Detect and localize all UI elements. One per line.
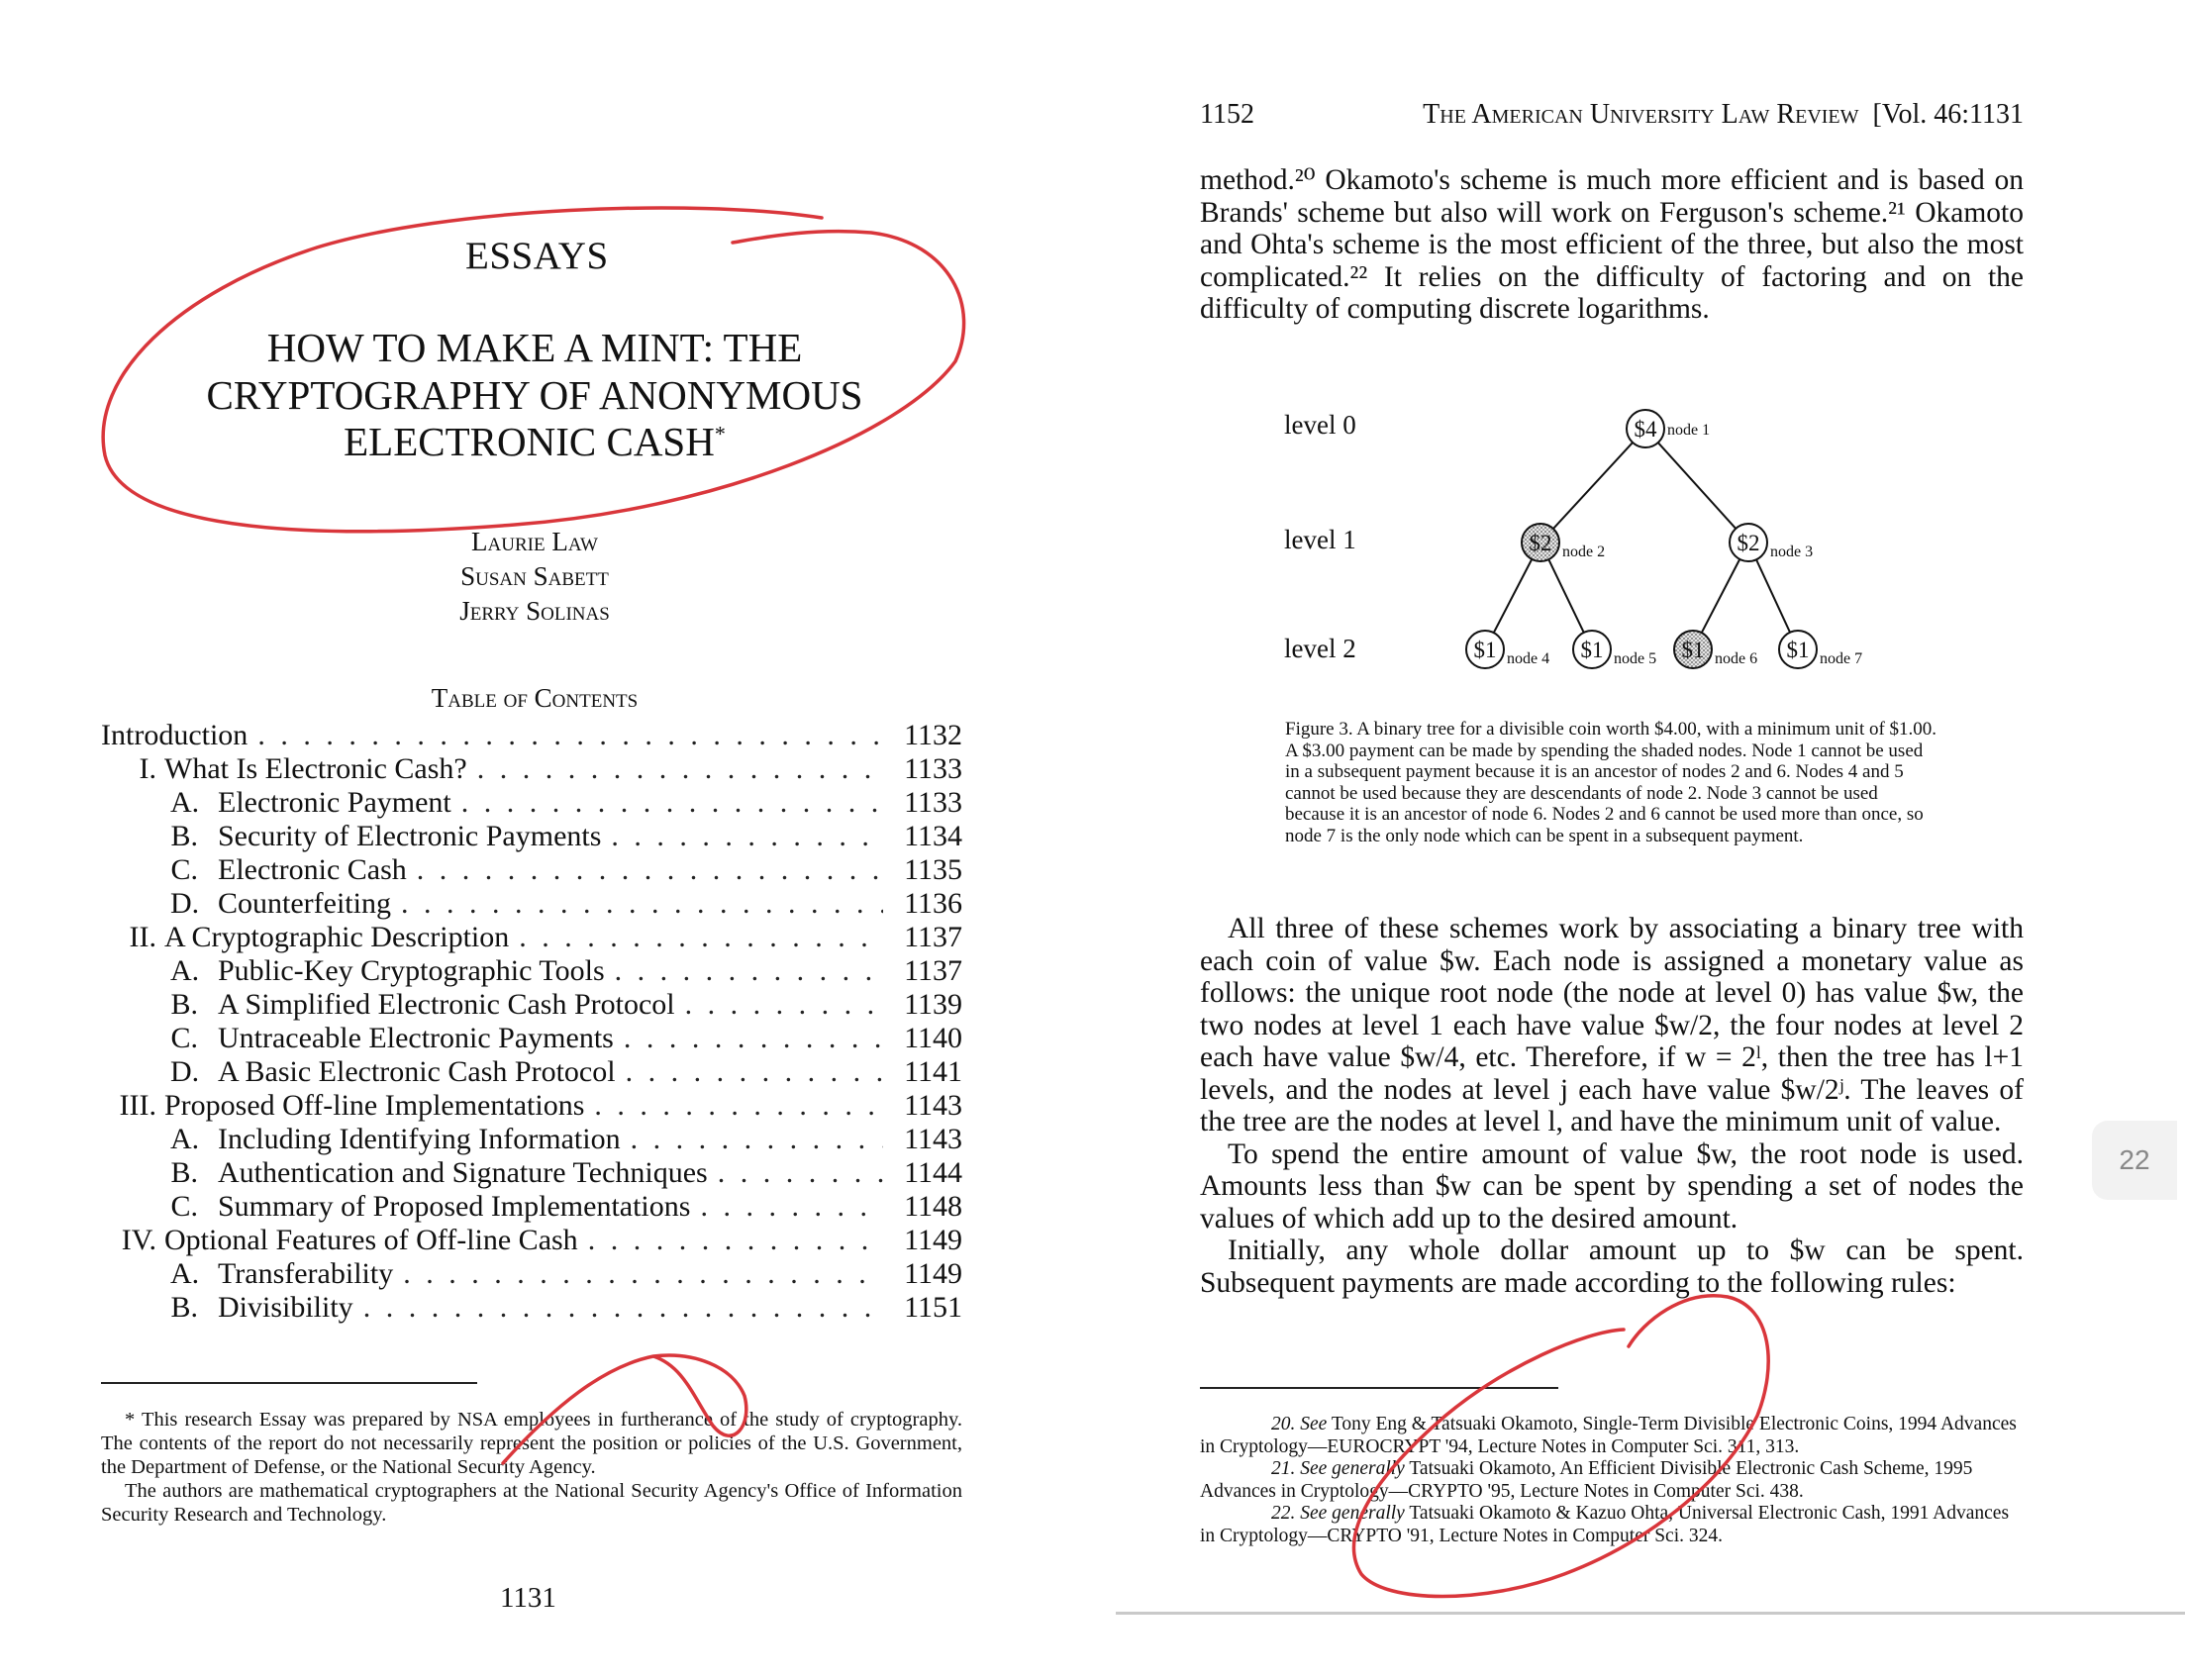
footnote-star xyxy=(101,1408,962,1527)
tree-node-label: node 2 xyxy=(1562,544,1606,560)
article-title-line-2: CRYPTOGRAPHY OF ANONYMOUS xyxy=(206,372,863,418)
body-paragraph: All three of these schemes work by associating a binary tree with each coin of value $w. Each node is assigned a monetary value as follows: the unique root node (the node at level 0) has value $w, the two nodes at level 1 each have value $w/2, the four nodes at level 2 each have value $w/4, etc. Therefore, if w = 2ˡ, then the tree has l+1 levels, and the nodes at level j each have value $w/2ʲ. The leaves of the tree are the nodes at level l, and have the minimum unit of value. xyxy=(1200,913,2024,1137)
tree-edge xyxy=(1494,559,1533,633)
toc-entry[interactable]: B. Divisibility . . . 1151 xyxy=(170,1291,962,1325)
level-label: level 0 xyxy=(1284,410,1356,440)
footnote-divider xyxy=(1200,1387,1558,1389)
tree-node-label: node 4 xyxy=(1507,650,1550,667)
intro-paragraph: method.²⁰ Okamoto's scheme is much more efficient and is based on Brands' scheme but also will work on Ferguson's scheme.²¹ Okamoto and Ohta's scheme is the most efficient of the three, but also the most complicated.²² It relies on the difficulty of factoring and on the difficulty of computing discrete logarithms. xyxy=(1200,164,2024,325)
header-volume: [Vol. 46:1131 xyxy=(1872,99,2024,130)
tree-edge xyxy=(1658,443,1737,529)
toc-entry[interactable]: D. A Basic Electronic Cash Protocol . . . 1141 xyxy=(170,1055,962,1089)
toc-entry[interactable]: B. Security of Electronic Payments . . . 1134 xyxy=(170,820,962,853)
toc-entry[interactable]: II. A Cryptographic Description . . . 1137 xyxy=(101,921,962,954)
tree-edge xyxy=(1756,559,1790,633)
footnote-paragraph: * This research Essay was prepared by NSA employees in furtherance of the study of cryptography. The contents of the report do not necessarily represent the position or policies of the U.S. Government, the Department of Defense, or the National Security Agency. xyxy=(101,1409,962,1478)
binary-tree-figure xyxy=(1426,396,1901,693)
footnote-21: 21. See generally Tatsuaki Okamoto, An Efficient Divisible Electronic Cash Scheme, 1995 Advances in Cryptology—CRYPTO '95, Lecture Notes in Computer Sci. 438. xyxy=(1200,1458,1973,1502)
article-title-line-1: HOW TO MAKE A MINT: THE xyxy=(266,325,803,370)
page-bottom-edge xyxy=(1116,1612,2185,1615)
tree-edge xyxy=(1553,443,1633,529)
author-1: Laurie Law xyxy=(471,527,598,556)
header-journal: The American University Law Review xyxy=(1423,99,1859,130)
tree-edge xyxy=(1548,559,1584,633)
toc-entry[interactable]: A. Electronic Payment . . . 1133 xyxy=(170,786,962,820)
title-footnote-mark: * xyxy=(714,421,726,446)
tree-node-value: $1 xyxy=(1473,638,1497,662)
footnote-20: 20. See Tony Eng & Tatsuaki Okamoto, Single-Term Divisible Electronic Coins, 1994 Advances in Cryptology—EUROCRYPT '94, Lecture Notes in Computer Sci. 311, 313. xyxy=(1200,1414,2017,1457)
toc-entry[interactable]: C. Summary of Proposed Implementations . . . 1148 xyxy=(170,1190,962,1224)
article-title-line-3: ELECTRONIC CASH* xyxy=(344,419,726,464)
tree-node-label: node 3 xyxy=(1770,544,1814,560)
author-2: Susan Sabett xyxy=(460,561,609,591)
page-indicator[interactable]: 22 xyxy=(2092,1121,2177,1200)
toc-entry[interactable]: A. Including Identifying Information . . . 1143 xyxy=(170,1123,962,1156)
toc-entry[interactable]: A. Public-Key Cryptographic Tools . . . 1137 xyxy=(170,954,962,988)
body-paragraph: To spend the entire amount of value $w, the root node is used. Amounts less than $w can be spent by spending a set of nodes the values of which add up to the desired amount. xyxy=(1200,1137,2024,1235)
footnote-divider xyxy=(101,1382,477,1384)
tree-node-value: $1 xyxy=(1681,638,1705,662)
toc-entry[interactable]: I. What Is Electronic Cash? . . . 1133 xyxy=(101,752,962,786)
tree-node-value: $1 xyxy=(1786,638,1810,662)
tree-node-value: $1 xyxy=(1580,638,1604,662)
body-paragraph: Initially, any whole dollar amount up to $w can be spent. Subsequent payments are made according to the following rules: xyxy=(1200,1235,2024,1299)
footnotes xyxy=(1200,1414,2024,1547)
footnote-paragraph: The authors are mathematical cryptographers at the National Security Agency's Office of Information Security Research and Technology. xyxy=(101,1480,962,1526)
tree-edge xyxy=(1702,559,1740,633)
level-label: level 1 xyxy=(1284,525,1356,554)
toc-entry[interactable]: D. Counterfeiting . . . 1136 xyxy=(170,887,962,921)
toc-entry[interactable]: C. Untraceable Electronic Payments . . . 1140 xyxy=(170,1022,962,1055)
body-text xyxy=(1200,913,2024,1299)
tree-node-label: node 1 xyxy=(1667,422,1711,439)
toc-entry[interactable]: B. Authentication and Signature Techniques . . . 1144 xyxy=(170,1156,962,1190)
tree-node-value: $4 xyxy=(1634,417,1657,442)
page-number: 1131 xyxy=(500,1582,556,1614)
running-header xyxy=(1200,99,2024,131)
figure-caption: Figure 3. A binary tree for a divisible coin worth $4.00, with a minimum unit of $1.00. A $3.00 payment can be made by spending the shaded nodes. Node 1 cannot be used in a subsequent payment because it is an ancestor of nodes 2 and 6. Nodes 4 and 5 cannot be used because they are descendants of node 2. Node 3 cannot be used because it is an ancestor of node 6. Nodes 2 and 6 cannot be used more than once, so node 7 is the only node which can be spent in a subsequent payment. xyxy=(1285,719,1937,846)
toc-entry[interactable]: A. Transferability . . . 1149 xyxy=(170,1257,962,1291)
level-label: level 2 xyxy=(1284,634,1356,663)
toc-entry[interactable]: IV. Optional Features of Off-line Cash . . . 1149 xyxy=(101,1224,962,1257)
toc-entry[interactable]: C. Electronic Cash . . . 1135 xyxy=(170,853,962,887)
footnote-22: 22. See generally Tatsuaki Okamoto & Kazuo Ohta, Universal Electronic Cash, 1991 Advances in Cryptology—CRYPTO '91, Lecture Notes in Computer Sci. 324. xyxy=(1200,1503,2010,1546)
toc-entry[interactable]: Introduction . . . 1132 xyxy=(101,719,962,752)
tree-node-value: $2 xyxy=(1529,531,1552,555)
toc-heading: Table of Contents xyxy=(431,683,639,713)
header-page-number: 1152 xyxy=(1200,99,1254,130)
toc-entry[interactable]: III. Proposed Off-line Implementations . . . 1143 xyxy=(101,1089,962,1123)
tree-node-label: node 7 xyxy=(1820,650,1863,667)
tree-node-value: $2 xyxy=(1737,531,1760,555)
tree-node-label: node 6 xyxy=(1715,650,1758,667)
author-3: Jerry Solinas xyxy=(459,596,610,626)
toc-entry[interactable]: B. A Simplified Electronic Cash Protocol . . . 1139 xyxy=(170,988,962,1022)
section-label: ESSAYS xyxy=(465,235,609,277)
tree-node-label: node 5 xyxy=(1614,650,1657,667)
